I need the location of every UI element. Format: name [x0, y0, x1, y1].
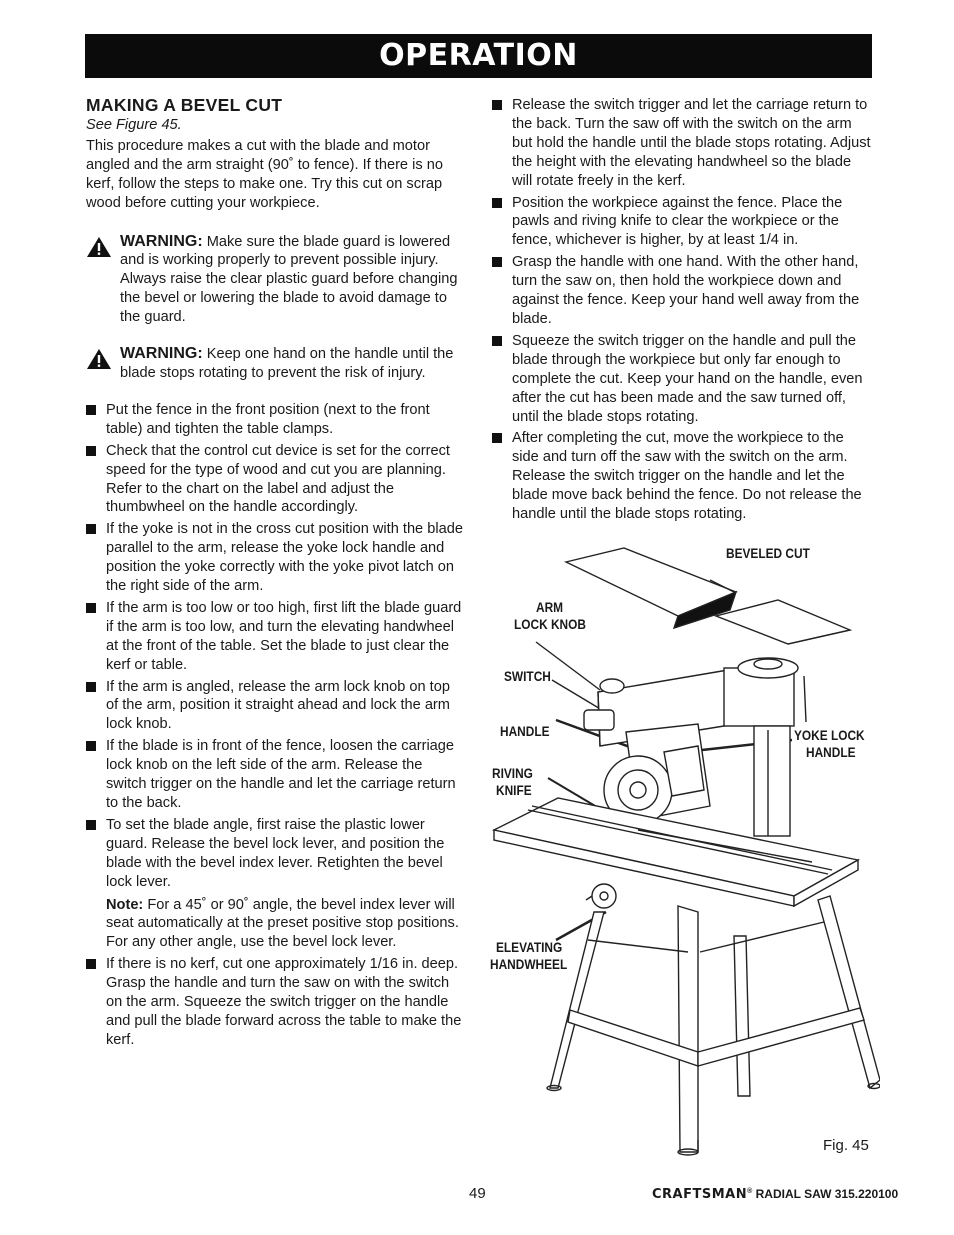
list-item: Put the fence in the front position (next to the front table) and tighten the table clamps.: [86, 401, 466, 439]
label-handwheel: HANDWHEEL: [490, 957, 568, 972]
registered-mark: ®: [747, 1188, 753, 1195]
intro-paragraph: This procedure makes a cut with the blade and motor angled and the arm straight (90˚ to fence). If there is no kerf, follow the steps to make one. Try this cut on scrap wood before cutting your workpiece.: [86, 137, 443, 211]
steps-list: [492, 96, 874, 524]
section-title: MAKING A BEVEL CUT: [86, 95, 283, 115]
brand-logo: CRAFTSMAN: [652, 1187, 748, 1202]
footer-brand: [652, 1187, 898, 1202]
list-item: Position the workpiece against the fence. Place the pawls and riving knife to clear the workpiece or the fence, whichever is higher, by at least 1/4 in.: [492, 194, 874, 251]
warning-label: WARNING:: [120, 345, 203, 363]
figure-reference: See Figure 45.: [86, 117, 182, 133]
steps-list: [86, 401, 466, 892]
list-item: After completing the cut, move the workpiece to the side and turn off the saw with the switch on the arm. Release the switch trigger on the handle and let the blade move back behind the fence. Do not release the handle until the blade stops rotating.: [492, 429, 874, 524]
label-riving: RIVING: [492, 766, 533, 781]
list-item: If the blade is in front of the fence, loosen the carriage lock knob on the left side of the arm. Release the switch trigger on the handle and let the carriage return to the back.: [86, 737, 466, 813]
list-item: If the yoke is not in the cross cut position with the blade parallel to the arm, release the yoke lock handle and position the yoke correctly with the yoke pivot latch on the right side of the arm.: [86, 520, 466, 596]
label-switch: SWITCH: [504, 669, 551, 684]
label-beveled-cut: BEVELED CUT: [726, 546, 810, 561]
note-label: Note:: [106, 896, 144, 913]
list-item: Release the switch trigger and let the carriage return to the back. Turn the saw off with the switch on the arm but hold the handle until the blade stops rotating. Adjust the height with the elevating handwheel so the blade will rotate freely in the kerf.: [492, 96, 874, 191]
warning-text: [120, 345, 466, 383]
warning-triangle-icon: [86, 348, 112, 370]
warning-triangle-icon: [86, 236, 112, 258]
label-knife: KNIFE: [496, 783, 532, 798]
right-column: [492, 96, 874, 527]
radial-saw-illustration: [488, 540, 880, 1160]
label-yoke-lock: YOKE LOCK: [794, 728, 865, 743]
list-item: Grasp the handle with one hand. With the other hand, turn the saw on, then hold the workpiece down and against the fence. Keep your hand well away from the blade.: [492, 253, 874, 329]
list-item: To set the blade angle, first raise the plastic lower guard. Release the bevel lock lever, and position the blade with the bevel index lever. Retighten the bevel lock lever.: [86, 816, 466, 892]
list-item: If the arm is angled, release the arm lock knob on top of the arm, position it straight ahead and lock the arm lock knob.: [86, 678, 466, 735]
note-text: For a 45˚ or 90˚ angle, the bevel index lever will seat automatically at the preset positive stop positions. For any other angle, use the bevel lock lever.: [106, 896, 459, 951]
steps-list: [86, 955, 466, 1050]
list-item: Squeeze the switch trigger on the handle and pull the blade through the workpiece but only far enough to complete the cut. Keep your hand on the handle, even after the cut has been made and the saw turned off, until the blade stops rotating.: [492, 332, 874, 427]
model-name: RADIAL SAW 315.220100: [755, 1187, 899, 1201]
warning-text: [120, 233, 466, 328]
label-handle: HANDLE: [500, 724, 550, 739]
warning-body: Make sure the blade guard is lowered and is working properly to prevent possible injury. Always raise the clear plastic guard before changing the bevel or lowering the blade to avoid damage to the guard.: [120, 233, 458, 326]
list-item: If the arm is too low or too high, first lift the blade guard if the arm is too low, and turn the elevating handwheel at the front of the table. Set the blade to just clear the kerf or table.: [86, 599, 466, 675]
label-elevating: ELEVATING: [496, 940, 563, 955]
list-item: If there is no kerf, cut one approximately 1/16 in. deep. Grasp the handle and turn the saw on with the switch on the arm. Squeeze the switch trigger on the handle and pull the blade forward across the table to make the kerf.: [86, 955, 466, 1050]
section-banner: OPERATION: [85, 34, 872, 78]
label-arm: ARM: [536, 600, 564, 615]
figure-45: [488, 540, 880, 1160]
list-item: Check that the control cut device is set for the correct speed for the type of wood and cut you are planning. Refer to the chart on the label and adjust the thumbwheel on the handle accordingly.: [86, 442, 466, 518]
left-column: [86, 94, 466, 1053]
label-lock-knob: LOCK KNOB: [514, 617, 586, 632]
warning-block: [86, 345, 466, 383]
note-paragraph: [86, 896, 466, 953]
page-number: 49: [469, 1185, 486, 1202]
label-yoke-handle: HANDLE: [806, 745, 856, 760]
warning-block: [86, 233, 466, 328]
warning-label: WARNING:: [120, 232, 203, 250]
warning-body: Keep one hand on the handle until the blade stops rotating to prevent the risk of injury.: [120, 346, 454, 381]
figure-caption: Fig. 45: [823, 1137, 869, 1154]
